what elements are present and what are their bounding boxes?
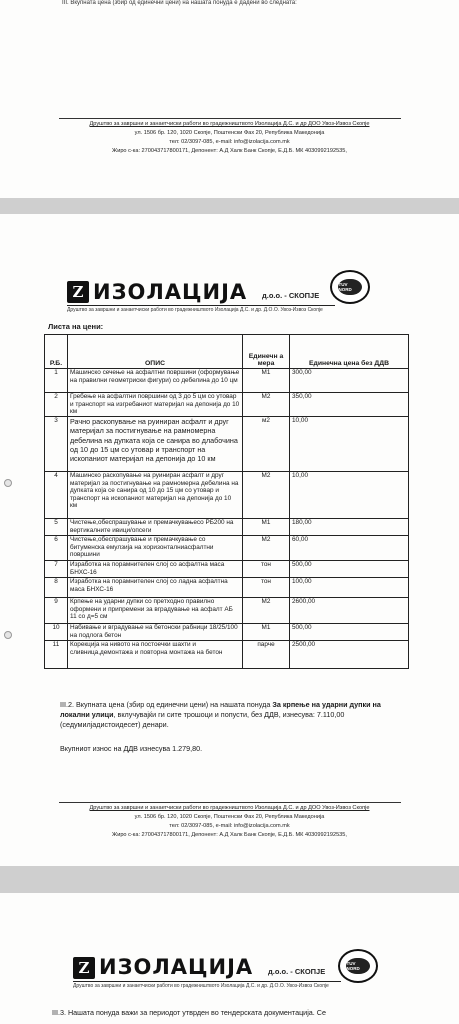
company-logo-name: ИЗОЛАЦИЈА xyxy=(99,955,254,979)
page-footer xyxy=(0,802,459,840)
footer-contact: тел: 02/3097-085, e-mail: info@izolacija.com.mk xyxy=(169,139,290,145)
row-price: 350,00 xyxy=(290,393,409,417)
row-number: 2 xyxy=(45,393,68,417)
row-number: 4 xyxy=(45,472,68,519)
footer-address: ул. 1506 бр. 120, 1020 Скопје, Поштенски Фах 20, Република Македонија xyxy=(134,814,325,820)
row-unit: М2 xyxy=(243,472,290,519)
row-description: Чистење,обеспрашување и премачкување со битуменска емулзија на хоризонталниасфалтни површини xyxy=(68,536,243,561)
row-unit: М2 xyxy=(243,536,290,561)
footer-rule xyxy=(59,118,401,119)
cert-label: TUV NORD xyxy=(338,279,361,296)
cut-off-text: III. Вкупната цена (збир од единечни цени) на нашата понуда е дадени во следната: xyxy=(62,0,297,6)
row-description: Машинско сечење на асфалтни површини (оформување на правилни геометриски фигури) со дебелина до 10 цм xyxy=(68,369,243,393)
row-price: 10,00 xyxy=(290,417,409,472)
row-price: 500,00 xyxy=(290,624,409,641)
row-number: 8 xyxy=(45,578,68,598)
table-row xyxy=(45,519,409,536)
validity-paragraph: III.3. Нашата понуда важи за периодот утврден во тендерската документација. Се xyxy=(52,1008,326,1017)
row-number: 5 xyxy=(45,519,68,536)
footer-rule xyxy=(59,802,401,803)
row-price: 2600,00 xyxy=(290,598,409,624)
row-description: Набивање и вградување на бетонски рабници 18/25/100 на подлога бетон xyxy=(68,624,243,641)
page-footer xyxy=(0,118,459,156)
logo-tagline: Друштво за завршни и занаетчиски работи во градежништвото Изолација Д.С. и др. Д.О.О. Увоз-Извоз Скопје xyxy=(67,307,323,313)
table-row xyxy=(45,578,409,598)
logo-tagline: Друштво за завршни и занаетчиски работи во градежништвото Изолација Д.С. и др. Д.О.О. Увоз-Извоз Скопје xyxy=(73,983,329,989)
company-logo-suffix: д.о.о. - СКОПЈЕ xyxy=(268,967,326,976)
row-number: 3 xyxy=(45,417,68,472)
row-unit: М1 xyxy=(243,624,290,641)
logo-underline xyxy=(67,305,335,306)
footer-company: Друштво за завршни и занаетчиски работи во градежништвото Изолација Д.С. и др ДОО Увоз-Извоз Скопје xyxy=(89,805,370,811)
table-row xyxy=(45,561,409,578)
row-number: 9 xyxy=(45,598,68,624)
table-row xyxy=(45,417,409,472)
row-description: Корекција на нивото на постоечки шахти и сливница,демонтажа и повторна монтажа на бетон xyxy=(68,641,243,669)
vat-paragraph: Вкупниот износ на ДДВ изнесува 1.279,80. xyxy=(60,744,203,753)
table-row xyxy=(45,472,409,519)
row-number: 7 xyxy=(45,561,68,578)
row-price: 100,00 xyxy=(290,578,409,598)
company-logo-suffix: д.о.о. - СКОПЈЕ xyxy=(262,291,320,300)
tuv-cert-badge xyxy=(330,270,370,304)
row-description: Изработка на порамнителен слој со ладна асфалтна маса БНХС-16 xyxy=(68,578,243,598)
row-price: 300,00 xyxy=(290,369,409,393)
row-unit: м2 xyxy=(243,417,290,472)
table-header-row xyxy=(45,335,409,369)
footer-contact: тел: 02/3097-085, e-mail: info@izolacija.com.mk xyxy=(169,823,290,829)
table-row xyxy=(45,393,409,417)
footer-bank: Жиро с-ка: 270043717800171, Депонент: А.Д Халк Банк Скопје, Е.Д.Б. МК 4030992192535, xyxy=(112,148,347,154)
row-description: Крпење на ударни дупки со претходно правилно оформени и припремени за вградување на асфалт АБ 11 со д=5 см xyxy=(68,598,243,624)
row-unit: М1 xyxy=(243,369,290,393)
row-number: 10 xyxy=(45,624,68,641)
row-unit: М2 xyxy=(243,598,290,624)
company-logo-mark: Z xyxy=(73,957,95,979)
row-unit: М2 xyxy=(243,393,290,417)
total-suffix: , вклучувајќи ги сите трошоци и попусти, без ДДВ, изнесува: 7.110,00 (седумилјадистоидесет) денари. xyxy=(60,710,345,729)
row-price: 500,00 xyxy=(290,561,409,578)
footer-address: ул. 1506 бр. 120, 1020 Скопје, Поштенски Фах 20, Република Македонија xyxy=(134,130,325,136)
row-description: Гребење на асфалтни површини од 3 до 5 цм со утовар и транспорт на изгребаниот материјал на депонија до 10 км xyxy=(68,393,243,417)
footer-bank: Жиро с-ка: 270043717800171, Депонент: А.Д Халк Банк Скопје, Е.Д.Б. МК 4030992192535, xyxy=(112,832,347,838)
header-unit: Единечн а мера xyxy=(243,335,290,369)
row-price: 2500,00 xyxy=(290,641,409,669)
row-unit: М1 xyxy=(243,519,290,536)
row-description: Изработка на порамнителен слој со асфалтна маса БНХС-16 xyxy=(68,561,243,578)
total-prefix: III.2. Вкупната цена (збир од единечни цени) на нашата понуда xyxy=(60,700,271,709)
logo-underline xyxy=(73,981,341,982)
row-unit: тон xyxy=(243,561,290,578)
row-description: Машинско раскопување на руиниран асфалт и друг материјал за постигнување на рамномерна дебелина на дупката која се санира од 10 до 15 цм со утовар и транспорт на ископаниот материјал на депонија до 10 км xyxy=(68,472,243,519)
row-price: 10,00 xyxy=(290,472,409,519)
table-row xyxy=(45,624,409,641)
tuv-cert-badge xyxy=(338,949,378,983)
row-number: 11 xyxy=(45,641,68,669)
table-row xyxy=(45,598,409,624)
company-logo-name: ИЗОЛАЦИЈА xyxy=(93,280,248,304)
price-table xyxy=(44,334,409,669)
total-price-paragraph xyxy=(60,700,410,730)
punch-hole xyxy=(4,631,12,639)
page-1 xyxy=(0,0,459,198)
row-unit: парче xyxy=(243,641,290,669)
row-price: 60,00 xyxy=(290,536,409,561)
header-desc: ОПИС xyxy=(68,335,243,369)
header-price: Единечна цена без ДДВ xyxy=(290,335,409,369)
cert-label: TUV NORD xyxy=(346,958,369,975)
punch-hole xyxy=(4,479,12,487)
total-subject: За крпење на ударни дупки на локални улици xyxy=(60,700,381,719)
footer-company: Друштво за завршни и занаетчиски работи во градежништвото Изолација Д.С. и др ДОО Увоз-Извоз Скопје xyxy=(89,121,370,127)
row-unit: тон xyxy=(243,578,290,598)
table-row xyxy=(45,536,409,561)
header-rb: Р.Б. xyxy=(45,335,68,369)
table-row xyxy=(45,641,409,669)
row-description: Чистење,обеспрашување и премачкувањесо РБ200 на вертикалните ивици/опсеги xyxy=(68,519,243,536)
price-list-title: Листа на цени: xyxy=(48,322,104,331)
row-number: 6 xyxy=(45,536,68,561)
row-description: Рачно раскопување на руиниран асфалт и друг материјал за постигнување на рамномерна дебелина на дупката која се санира во длабочина од 10 до 15 цм со утовар и транспорт на ископаниот материјал на депонија до 10 км xyxy=(68,417,243,472)
row-number: 1 xyxy=(45,369,68,393)
company-logo-mark: Z xyxy=(67,281,89,303)
row-price: 180,00 xyxy=(290,519,409,536)
table-row xyxy=(45,369,409,393)
